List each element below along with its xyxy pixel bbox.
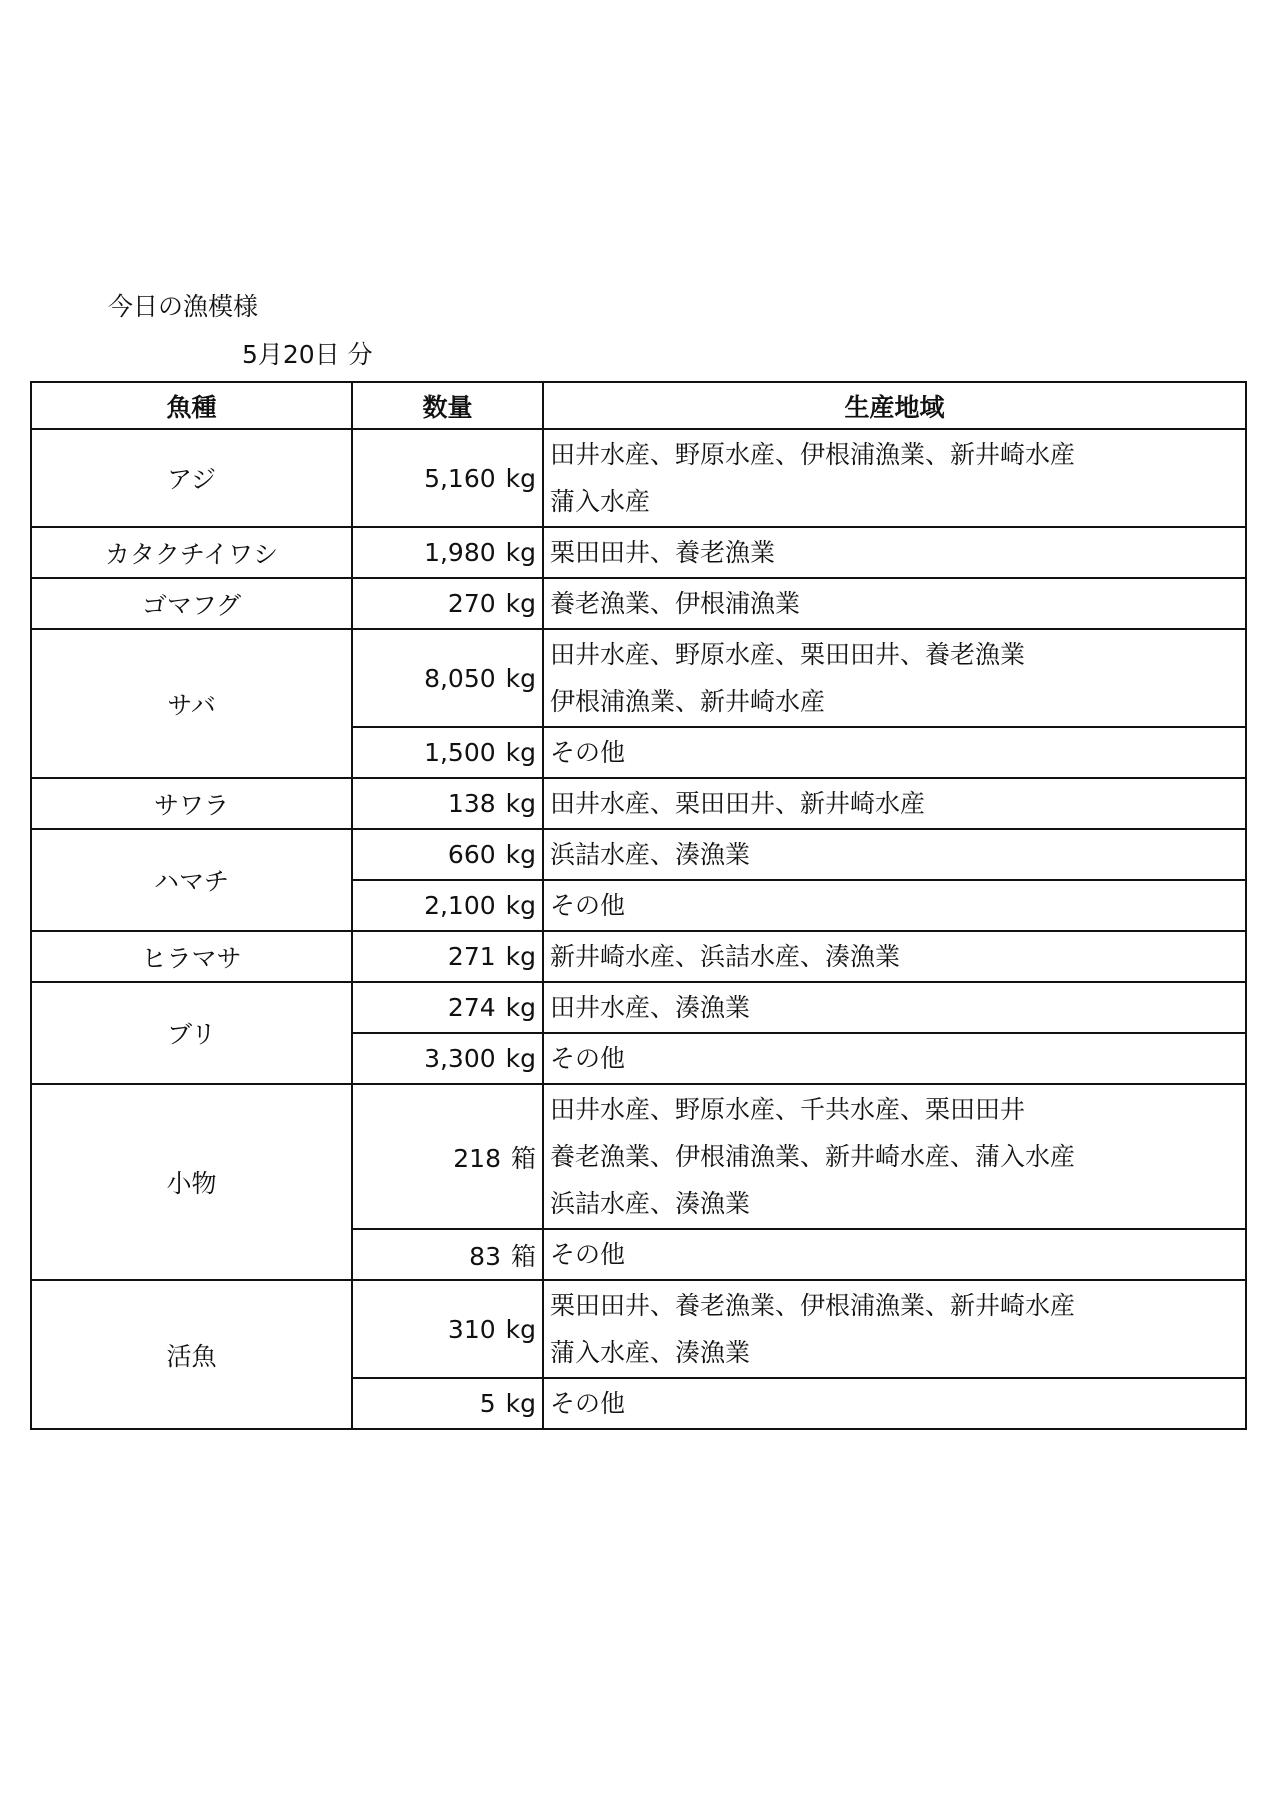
- table-body: [31, 429, 1246, 1429]
- table-header: [31, 382, 1246, 429]
- area-cell: [543, 931, 1246, 982]
- quantity-cell: [352, 1084, 543, 1229]
- area-cell: [543, 1033, 1246, 1084]
- quantity-value: 218: [453, 1143, 501, 1173]
- area-line: その他: [550, 891, 626, 920]
- area-line: 養老漁業、伊根浦漁業、新井崎水産、蒲入水産: [550, 1142, 1076, 1171]
- quantity-value: 274: [447, 993, 496, 1022]
- area-cell: [543, 629, 1246, 727]
- quantity-cell: [352, 527, 543, 578]
- species-cell: ハマチ: [31, 829, 352, 931]
- table-row: [31, 429, 1246, 527]
- quantity-value: 3,300: [424, 1044, 496, 1073]
- area-cell: [543, 982, 1246, 1033]
- quantity-unit: kg: [505, 942, 536, 971]
- quantity-value: 83: [469, 1241, 501, 1271]
- table-row: [31, 629, 1246, 727]
- species-cell: ブリ: [31, 982, 352, 1084]
- area-line: 栗田田井、養老漁業: [550, 538, 776, 567]
- area-line: 伊根浦漁業、新井崎水産: [550, 687, 826, 716]
- table-row: [31, 1280, 1246, 1378]
- header-row: [31, 382, 1246, 429]
- quantity-unit: kg: [505, 538, 536, 567]
- quantity-value: 660: [447, 840, 496, 869]
- species-cell: アジ: [31, 429, 352, 527]
- quantity-unit: kg: [505, 789, 536, 818]
- header-area: 生産地域: [543, 382, 1246, 429]
- quantity-cell: [352, 778, 543, 829]
- header-quantity: 数量: [352, 382, 543, 429]
- area-line: 蒲入水産: [550, 487, 651, 516]
- quantity-value: 8,050: [424, 663, 496, 693]
- area-cell: [543, 1229, 1246, 1280]
- area-line: その他: [550, 1044, 626, 1073]
- table-row: [31, 527, 1246, 578]
- quantity-cell: [352, 727, 543, 778]
- area-cell: [543, 578, 1246, 629]
- table-row: [31, 578, 1246, 629]
- area-cell: [543, 429, 1246, 527]
- area-line: その他: [550, 1389, 626, 1418]
- table-row: [31, 778, 1246, 829]
- table-row: [31, 931, 1246, 982]
- quantity-unit: kg: [505, 840, 536, 869]
- area-line: その他: [550, 738, 626, 767]
- quantity-cell: [352, 578, 543, 629]
- catch-table: [30, 381, 1247, 1430]
- quantity-cell: [352, 982, 543, 1033]
- species-cell: 小物: [31, 1084, 352, 1280]
- report-date: 5月20日 分: [242, 340, 373, 369]
- quantity-value: 5: [479, 1389, 496, 1418]
- quantity-unit: kg: [505, 663, 536, 693]
- area-cell: [543, 1084, 1246, 1229]
- area-cell: [543, 1280, 1246, 1378]
- quantity-unit: 箱: [510, 1241, 536, 1271]
- quantity-unit: kg: [505, 993, 536, 1022]
- quantity-cell: [352, 1229, 543, 1280]
- species-cell: ゴマフグ: [31, 578, 352, 629]
- quantity-cell: [352, 931, 543, 982]
- area-line: 養老漁業、伊根浦漁業: [550, 589, 801, 618]
- area-line: その他: [550, 1240, 626, 1269]
- quantity-unit: kg: [505, 1314, 536, 1344]
- species-cell: 活魚: [31, 1280, 352, 1429]
- quantity-value: 2,100: [424, 891, 496, 920]
- quantity-value: 270: [447, 589, 496, 618]
- quantity-unit: 箱: [510, 1143, 536, 1173]
- quantity-value: 310: [447, 1314, 496, 1344]
- quantity-value: 271: [447, 942, 496, 971]
- quantity-cell: [352, 629, 543, 727]
- quantity-value: 5,160: [424, 463, 496, 493]
- area-line: 田井水産、栗田田井、新井崎水産: [550, 789, 926, 818]
- quantity-cell: [352, 1280, 543, 1378]
- species-cell: カタクチイワシ: [31, 527, 352, 578]
- area-cell: [543, 1378, 1246, 1429]
- area-cell: [543, 829, 1246, 880]
- quantity-unit: kg: [505, 891, 536, 920]
- quantity-cell: [352, 880, 543, 931]
- area-line: 新井崎水産、浜詰水産、湊漁業: [550, 942, 901, 971]
- species-cell: サバ: [31, 629, 352, 778]
- quantity-cell: [352, 829, 543, 880]
- area-line: 蒲入水産、湊漁業: [550, 1338, 751, 1367]
- quantity-value: 138: [447, 789, 496, 818]
- quantity-unit: kg: [505, 589, 536, 618]
- species-cell: ヒラマサ: [31, 931, 352, 982]
- area-line: 田井水産、野原水産、栗田田井、養老漁業: [550, 640, 1026, 669]
- area-line: 栗田田井、養老漁業、伊根浦漁業、新井崎水産: [550, 1291, 1076, 1320]
- area-line: 浜詰水産、湊漁業: [550, 1189, 751, 1218]
- area-cell: [543, 727, 1246, 778]
- area-cell: [543, 778, 1246, 829]
- quantity-unit: kg: [505, 738, 536, 767]
- quantity-value: 1,500: [424, 738, 496, 767]
- area-line: 田井水産、野原水産、伊根浦漁業、新井崎水産: [550, 440, 1076, 469]
- quantity-cell: [352, 1378, 543, 1429]
- quantity-cell: [352, 429, 543, 527]
- area-cell: [543, 880, 1246, 931]
- table-row: [31, 829, 1246, 880]
- quantity-value: 1,980: [424, 538, 496, 567]
- document-title: 今日の漁模様: [108, 292, 259, 321]
- area-line: 田井水産、湊漁業: [550, 993, 751, 1022]
- quantity-cell: [352, 1033, 543, 1084]
- area-line: 浜詰水産、湊漁業: [550, 840, 751, 869]
- table-row: [31, 982, 1246, 1033]
- species-cell: サワラ: [31, 778, 352, 829]
- table-row: [31, 1084, 1246, 1229]
- quantity-unit: kg: [505, 463, 536, 493]
- quantity-unit: kg: [505, 1389, 536, 1418]
- area-cell: [543, 527, 1246, 578]
- area-line: 田井水産、野原水産、千共水産、栗田田井: [550, 1095, 1026, 1124]
- quantity-unit: kg: [505, 1044, 536, 1073]
- header-species: 魚種: [31, 382, 352, 429]
